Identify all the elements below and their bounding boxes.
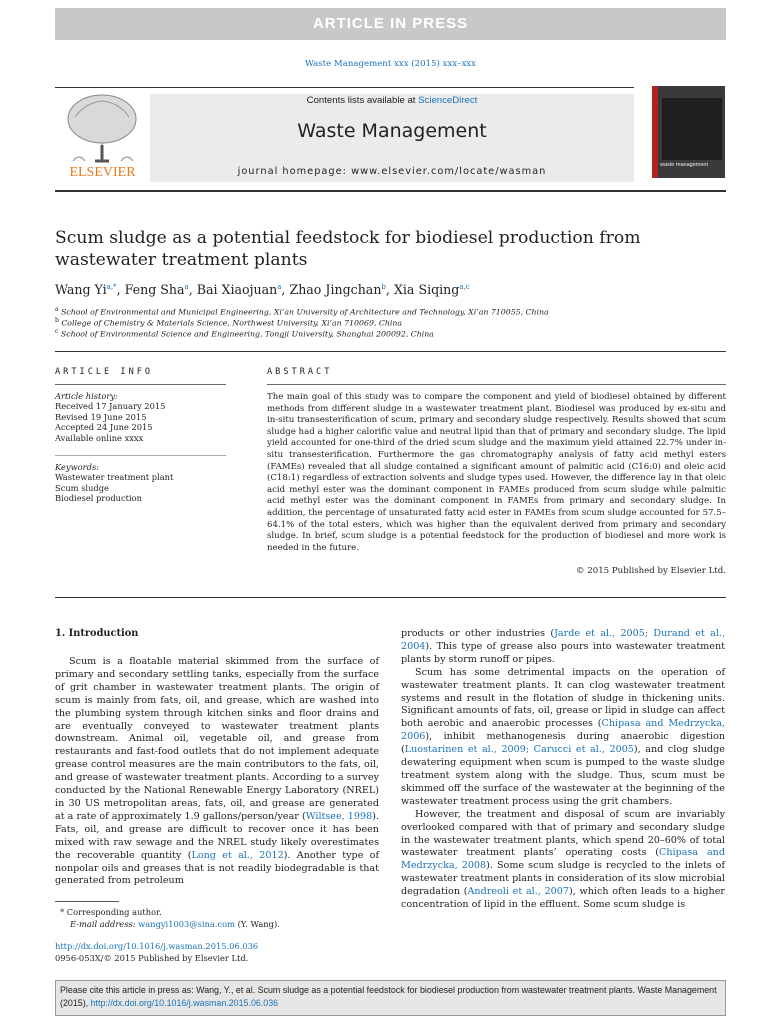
intro-paragraph bbox=[401, 667, 725, 809]
affiliation-text: School of Environmental Science and Engineering, Tongji University, Shanghai 200092, China bbox=[60, 329, 434, 339]
author-affil-sup[interactable]: a bbox=[277, 282, 282, 291]
intro-text: ). Fats, oil, and grease are difficult to recover once it has been mixed with raw sewage and the NREL study likely overestimates the recoverable quantity ( bbox=[55, 810, 380, 861]
info-top-rule bbox=[55, 351, 726, 352]
header-bottom-rule bbox=[55, 190, 726, 192]
keywords-label: Keywords: bbox=[55, 462, 100, 472]
citation-doi-link[interactable]: http://dx.doi.org/10.1016/j.wasman.2015.06.036 bbox=[90, 998, 279, 1008]
author-name: Wang Yi bbox=[55, 282, 107, 297]
citation-link[interactable]: Long et al., 2012 bbox=[191, 849, 284, 861]
affiliation-text: College of Chemistry & Materials Science, Northwest University, Xi’an 710069, China bbox=[61, 318, 403, 328]
affiliation-mark: a bbox=[55, 306, 59, 313]
abstract-rule bbox=[267, 384, 726, 385]
author-name: Zhao Jingchan bbox=[289, 282, 382, 297]
intro-text: Scum is a floatable material skimmed from the surface of primary and secondary settling tanks, especially from the surface of grit chamber in wastewater treatment plants. The origin of scum is mainly from fats, oil, and grease, which are washed into the plumbing system through kitchen sinks and floor drains and are eventually conveyed to wastewater treatment plants downstream. Animal oil, vegetable oil, and grease from restaurants and fast-food outlets that do not implement adequate grease control measures are the main contributors to the fats, oil, and grease of wastewater treatment plants. According to a survey conducted by the National Renewable Energy Laboratory (NREL) in 30 US metropolitan areas, fats, oil, and grease are generated at a rate of approximately 1.9 gallons/person/year ( bbox=[55, 656, 379, 822]
author-name: Feng Sha bbox=[124, 282, 185, 297]
copyright-line: © 2015 Published by Elsevier Ltd. bbox=[575, 566, 726, 576]
keywords-block bbox=[55, 462, 230, 504]
introduction-heading: 1. Introduction bbox=[55, 628, 139, 639]
doi-link[interactable]: http://dx.doi.org/10.1016/j.wasman.2015.06.036 bbox=[55, 941, 259, 951]
citation-link[interactable]: Chipasa and Medrzycka, 2006 bbox=[401, 718, 726, 743]
affiliation-line bbox=[55, 306, 549, 317]
contents-prefix: Contents lists available at bbox=[306, 95, 419, 106]
keyword-item: Scum sludge bbox=[55, 482, 109, 493]
intro-right-column bbox=[401, 628, 725, 912]
email-line bbox=[70, 919, 280, 929]
journal-cover-thumbnail bbox=[652, 86, 725, 178]
affiliation-line bbox=[55, 317, 402, 328]
email-label: E-mail address: bbox=[70, 919, 139, 929]
citation-link[interactable]: Luostarinen et al., 2009; Carucci et al., 2005 bbox=[404, 744, 634, 756]
citation-link[interactable]: Andreoli et al., 2007 bbox=[467, 886, 569, 898]
abstract-text: The main goal of this study was to compare the component and yield of biodiesel obtained by different methods from different sludge in a wastewater treatment plant. Biodiesel was produced by ex-situ and in-situ transesterification of scum, primary and secondary sludge respectively. Results showed that scum sludge had a higher calorific value and neutral lipid than that of primary and secondary sludge. The lipid yield accounted for one-third of the dried scum sludge and the maximum yield attained 22.7% under in-situ transesterification. Furthermore the gas chromatography analysis of fatty acid methyl esters (FAMEs) revealed that all sludge contained a significant amount of palmitic acid (C16:0) and oleic acid (C18:1) regardless of extraction solvents and sludge types used. However, the difference lay in that oleic acid methyl ester was the dominant component in FAMEs produced from scum sludge while palmitic acid methyl ester was the dominant component in FAMEs from primary and secondary sludge. In addition, the percentage of unsaturated fatty acid ester in FAMEs from scum sludge accounted for 57.5–64.1% of the total esters, which was higher than the equivalent derived from primary and secondary sludge. In brief, scum sludge is a potential feedstock for the production of biodiesel and more work is needed in the future. bbox=[267, 392, 726, 553]
intro-text: Scum has some detrimental impacts on the operation of wastewater treatment plants. It can clog wastewater treatment systems and result in the flotation of sludge in thickening units. Significant amounts of fats, oil, grease or lipid in sludge can affect both aerobic and anaerobic processes ( bbox=[401, 666, 725, 730]
intro-paragraph bbox=[55, 656, 379, 888]
author-affil-sup[interactable]: a,* bbox=[106, 282, 117, 291]
intro-text: ), which often leads to a higher concentration of lipid in the effluent. Some scum sludge is bbox=[401, 886, 725, 911]
citation-link[interactable]: Jarde et al., 2005; Durand et al., 2004 bbox=[401, 628, 725, 652]
citation-link[interactable]: Wiltsee, 1998 bbox=[305, 810, 373, 822]
abstract-bottom-rule bbox=[55, 597, 726, 598]
intro-text: ). This type of grease also pours into wastewater treatment plants by storm runoff or pipes. bbox=[401, 640, 725, 665]
journal-name: Waste Management bbox=[297, 120, 487, 142]
intro-text: ), inhibit methanogenesis during anaerobic digestion ( bbox=[401, 731, 725, 756]
received-date: Received 17 January 2015 bbox=[55, 401, 166, 412]
author-affil-sup[interactable]: b bbox=[381, 282, 386, 291]
revised-date: Revised 19 June 2015 bbox=[55, 411, 147, 422]
abstract-heading: ABSTRACT bbox=[267, 367, 333, 377]
journal-homepage[interactable]: journal homepage: www.elsevier.com/locate/wasman bbox=[237, 166, 547, 177]
author-affil-sup[interactable]: a bbox=[184, 282, 189, 291]
article-history bbox=[55, 391, 230, 443]
cover-spine-accent bbox=[652, 86, 658, 178]
intro-text: ). Some scum sludge is recycled to the inlets of wastewater treatment plants in consideration of its slow microbial degradation ( bbox=[401, 860, 725, 898]
intro-paragraph bbox=[401, 628, 725, 667]
affiliation-mark: b bbox=[55, 317, 59, 324]
journal-reference-link[interactable]: Waste Management xxx (2015) xxx–xxx bbox=[305, 59, 476, 69]
citation-box bbox=[55, 980, 726, 1016]
cover-image-area bbox=[662, 98, 722, 160]
online-date: Available online xxxx bbox=[55, 432, 144, 443]
affiliation-line bbox=[55, 328, 434, 339]
sciencedirect-link[interactable]: ScienceDirect bbox=[418, 95, 478, 106]
issn-line: 0956-053X/© 2015 Published by Elsevier Ltd. bbox=[55, 953, 249, 963]
history-label: Article history: bbox=[55, 391, 118, 401]
intro-text: ), and clog sludge dewatering equipment when scum is pumped to the waste sludge treatment system along with the sludge. Thus, scum must be skimmed off the surface of the wastewater at the beginning of the wastewater treatment process using the grit chambers. bbox=[401, 744, 725, 807]
accepted-date: Accepted 24 June 2015 bbox=[55, 422, 153, 433]
keyword-item: Biodiesel production bbox=[55, 493, 142, 504]
author-affil-sup[interactable]: a,c bbox=[459, 282, 470, 291]
citation-link[interactable]: Chipasa and Medrzycka, 2008 bbox=[401, 847, 725, 872]
email-link[interactable]: wangyi1003@sina.com bbox=[138, 919, 235, 929]
keywords-rule bbox=[55, 455, 226, 456]
article-info-heading: ARTICLE INFO bbox=[55, 367, 154, 377]
cover-title: waste management bbox=[660, 162, 708, 168]
article-title: Scum sludge as a potential feedstock for biodiesel production from wastewater treatment plants bbox=[55, 228, 641, 270]
elsevier-logo bbox=[55, 87, 150, 181]
intro-left-column bbox=[55, 656, 379, 888]
citation-text: Please cite this article in press as: Wang, Y., et al. Scum sludge as a potential feedstock for biodiesel production from wastewater treatment plants. Waste Management (2015), bbox=[60, 985, 717, 1008]
intro-text: ). Another type of nonpolar oils and greases that is not readily biodegradable is that generated from petroleum bbox=[55, 849, 380, 887]
author-name: Xia Siqing bbox=[393, 282, 460, 297]
article-in-press-banner: ARTICLE IN PRESS bbox=[55, 8, 726, 40]
author-list: Wang $Yi^{a,*}$, Feng Sha$^a$, Bai Xiaojuan$^a$, Zhao Jingchan$^b$, Xia Siqing$^{a,c}$ bbox=[55, 282, 470, 297]
article-info-rule bbox=[55, 384, 226, 385]
elsevier-wordmark: ELSEVIER bbox=[69, 165, 136, 180]
author-name: Bai Xiaojuan bbox=[196, 282, 278, 297]
corresponding-author-note: * Corresponding author. bbox=[60, 907, 162, 917]
keyword-item: Wastewater treatment plant bbox=[55, 472, 174, 483]
intro-paragraph bbox=[401, 809, 725, 912]
affiliation-text: School of Environmental and Municipal Engineering, Xi’an University of Architecture and Technology, Xi’an 710055, China bbox=[61, 307, 549, 317]
email-suffix: (Y. Wang). bbox=[234, 919, 280, 929]
affiliation-mark: c bbox=[55, 328, 59, 335]
contents-line bbox=[150, 95, 634, 106]
footnote-rule bbox=[55, 901, 119, 902]
intro-text: However, the treatment and disposal of scum are invariably overlooked compared with that of primary and secondary sludge in the wastewater treatment plants, which spend 20–60% of total wastewater treatment plants’ operating costs ( bbox=[401, 808, 725, 859]
intro-text: products or other industries ( bbox=[401, 628, 555, 639]
